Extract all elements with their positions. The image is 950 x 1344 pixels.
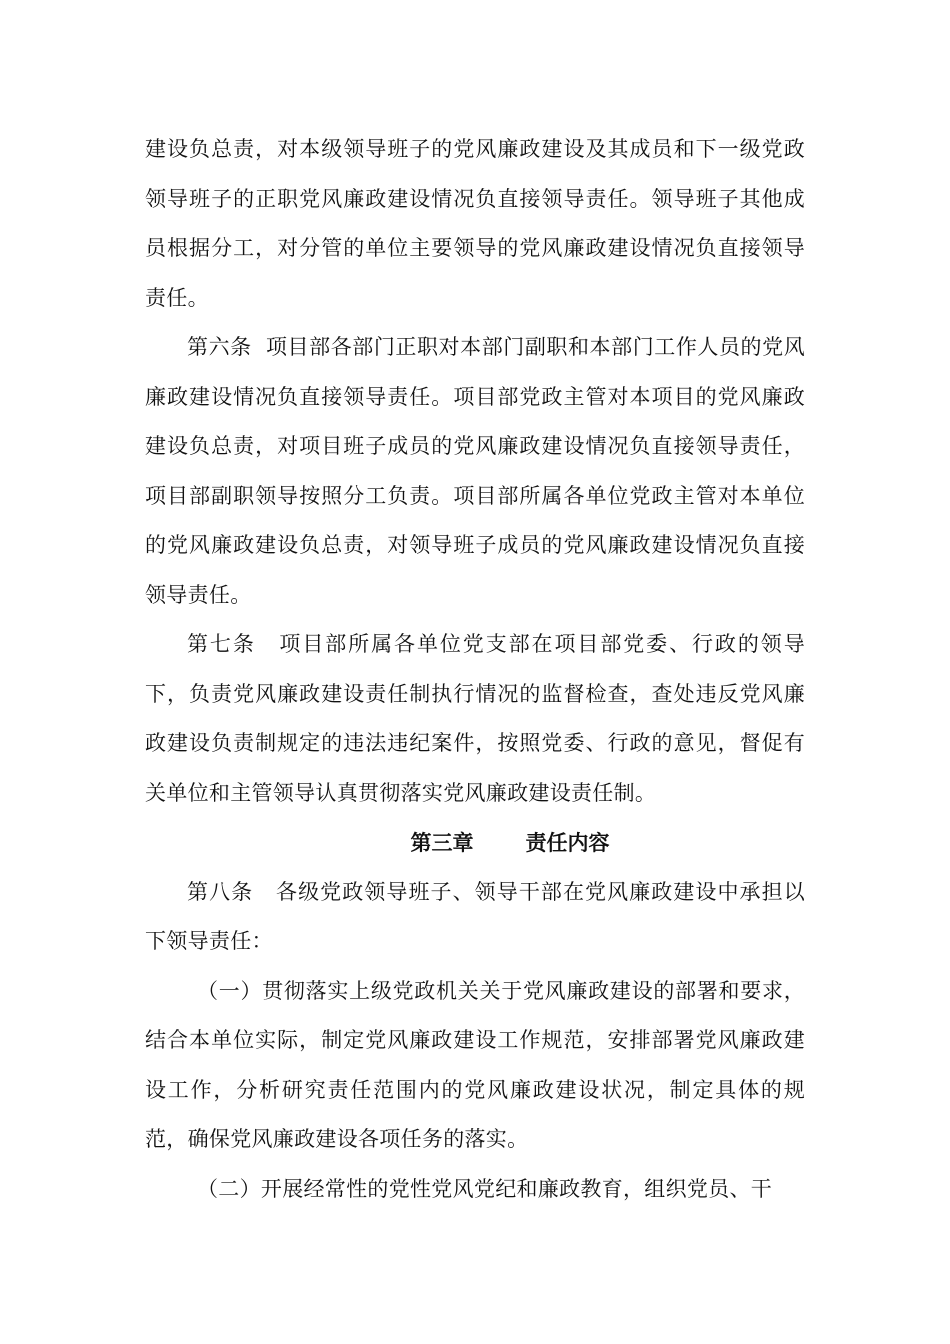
chapter-title: 责任内容 [525,830,610,855]
article-7-text: 项目部所属各单位党支部在项目部党委、行政的领导下，负责党风廉政建设责任制执行情况的监督检查，查处违反党风廉政建设负责制规定的违法违纪案件，按照党委、行政的意见，督促有关单位和主管领导认真贯彻落实党风廉政建设责任制。 [145,632,805,805]
article-8-heading: 第八条 [187,879,254,904]
article-6 [145,323,805,620]
paragraph-continued: 建设负总责，对本级领导班子的党风廉政建设及其成员和下一级党政领导班子的正职党风廉政建设情况负直接领导责任。领导班子其他成员根据分工，对分管的单位主要领导的党风廉政建设情况负直接领导责任。 [145,137,805,310]
chapter-heading [145,818,805,868]
list-item-2: （二）开展经常性的党性党风党纪和廉政教育，组织党员、干 [197,1176,773,1201]
article-8 [145,868,805,967]
chapter-number: 第三章 [410,830,474,855]
article-7 [145,620,805,818]
article-6-text: 项目部各部门正职对本部门副职和本部门工作人员的党风廉政建设情况负直接领导责任。项目部党政主管对本项目的党风廉政建设负总责，对项目班子成员的党风廉政建设情况负直接领导责任，项目部副职领导按照分工负责。项目部所属各单位党政主管对本单位的党风廉政建设负总责，对领导班子成员的党风廉政建设情况负直接领导责任。 [145,335,805,607]
article-6-heading: 第六条 [187,335,252,359]
article-7-heading: 第七条 [187,632,256,656]
document-page [145,125,805,1214]
list-item-1: （一）贯彻落实上级党政机关关于党风廉政建设的部署和要求，结合本单位实际，制定党风廉政建设工作规范，安排部署党风廉政建设工作，分析研究责任范围内的党风廉政建设状况，制定具体的规范，确保党风廉政建设各项任务的落实。 [145,978,805,1151]
article-8-text: 各级党政领导班子、领导干部在党风廉政建设中承担以下领导责任： [145,879,806,953]
